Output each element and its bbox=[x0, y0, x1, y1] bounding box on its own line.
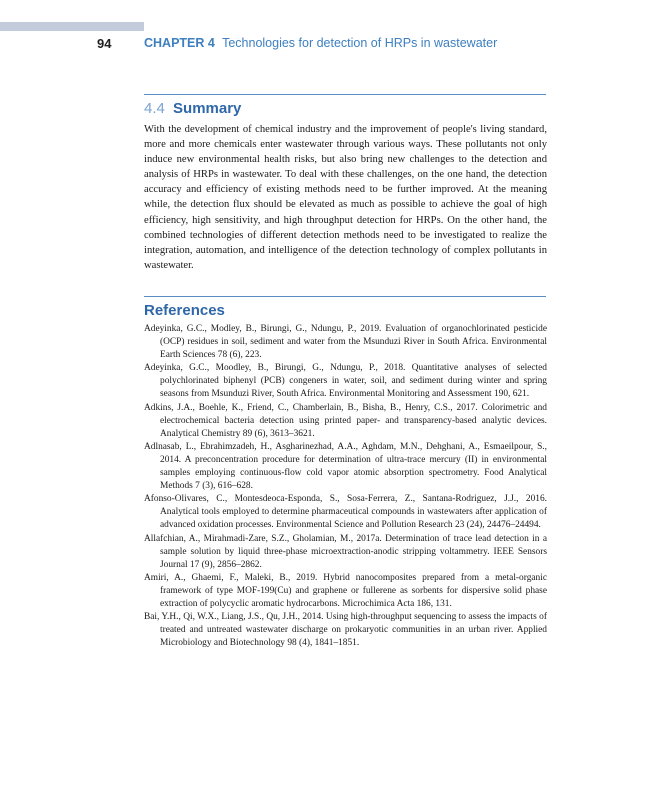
reference-item: Adeyinka, G.C., Moodley, B., Birungi, G., Ndungu, P., 2018. Quantitative analyses of selected polychlorinated biphenyl (PCB) congeners in water, soil, and sediment during winter and spring seasons from Msunduzi River, South Africa. Environmental Monitoring and Assessment 190, 621. bbox=[144, 363, 547, 400]
page-header bbox=[0, 36, 648, 54]
top-color-bar bbox=[0, 22, 144, 31]
section-title: Summary bbox=[173, 100, 242, 117]
page-number: 94 bbox=[97, 36, 112, 51]
running-head bbox=[144, 36, 497, 50]
section-divider bbox=[144, 94, 546, 95]
chapter-title: Technologies for detection of HRPs in wastewater bbox=[222, 36, 498, 50]
reference-item: Afonso-Olivares, C., Montesdeoca-Esponda, S., Sosa-Ferrera, Z., Santana-Rodriguez, J.J., 2016. Analytical tools employed to determine pharmaceutical compounds in wastewaters after application of advanced oxidation processes. Environmental Science and Pollution Research 23 (24), 24476–24494. bbox=[144, 494, 547, 531]
chapter-label: CHAPTER 4 bbox=[144, 36, 215, 50]
reference-item: Adkins, J.A., Boehle, K., Friend, C., Chamberlain, B., Bisha, B., Henry, C.S., 2017. Colorimetric and electrochemical bacteria detection using printed paper- and transparency-based analytic devices. Analytical Chemistry 89 (6), 3613–3621. bbox=[144, 402, 547, 439]
reference-item: Adlnasab, L., Ebrahimzadeh, H., Asgharinezhad, A.A., Aghdam, M.N., Dehghani, A., Esmaeilpour, S., 2014. A preconcentration procedure for determination of ultra-trace mercury (II) in environmental samples employing continuous-flow cold vapor atomic absorption spectrometry. Food Analytical Methods 7 (3), 616–628. bbox=[144, 441, 547, 492]
reference-item: Amiri, A., Ghaemi, F., Maleki, B., 2019. Hybrid nanocomposites prepared from a metal-organic framework of type MOF-199(Cu) and graphene or fullerene as sorbents for dispersive solid phase extraction of polycyclic aromatic hydrocarbons. Microchimica Acta 186, 131. bbox=[144, 572, 547, 609]
section-number: 4.4 bbox=[144, 100, 165, 117]
reference-item: Adeyinka, G.C., Modley, B., Birungi, G., Ndungu, P., 2019. Evaluation of organochlorinated pesticide (OCP) residues in soil, sediment and water from the Msunduzi River in South Africa. Environmental Earth Sciences 78 (6), 223. bbox=[144, 324, 547, 361]
summary-paragraph: With the development of chemical industry and the improvement of people's living standard, more and more chemicals enter wastewater through various ways. These pollutants not only induce new environmental health risks, but also bring new challenges to the detection and analysis of HRPs in wastewater. To deal with these challenges, on the one hand, the detection accuracy and efficiency of existing methods need to be further improved. At the meaning while, the detection flux should be elevated as much as possible to achieve the goal of high efficiency, high sensitivity, and high throughput detection for HRPs. On the other hand, the combined technologies of different detection methods need to be investigated to realize the integration, automation, and intelligence of the detection technology of complex pollutants in wastewater. bbox=[144, 124, 547, 271]
reference-item: Bai, Y.H., Qi, W.X., Liang, J.S., Qu, J.H., 2014. Using high-throughput sequencing to assess the impacts of treated and untreated wastewater discharge on prokaryotic communities in an urban river. Applied Microbiology and Biotechnology 98 (4), 1841–1851. bbox=[144, 612, 547, 649]
references-heading: References bbox=[144, 302, 225, 319]
reference-list bbox=[144, 323, 547, 650]
section-heading bbox=[144, 100, 241, 117]
reference-item: Allafchian, A., Mirahmadi-Zare, S.Z., Gholamian, M., 2017a. Determination of trace lead detection in a sample solution by liquid three-phase microextraction-anodic stripping voltammetry. IEEE Sensors Journal 17 (9), 2856–2862. bbox=[144, 533, 547, 570]
references-divider bbox=[144, 296, 546, 297]
